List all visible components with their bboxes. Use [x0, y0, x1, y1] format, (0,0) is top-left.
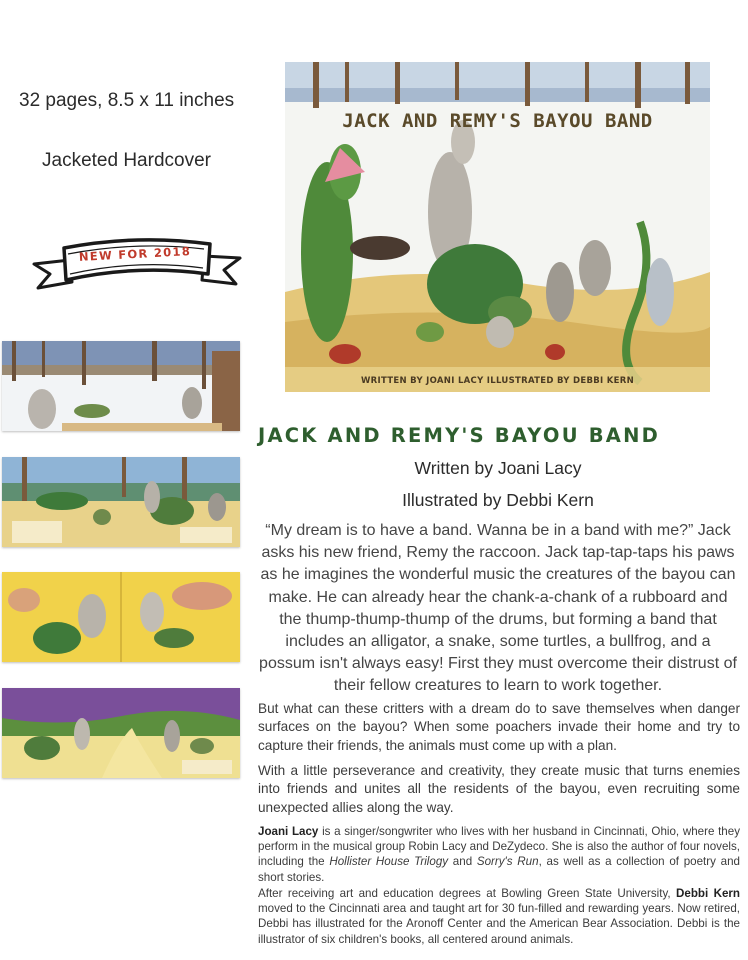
author-bio: Joani Lacy is a singer/songwriter who lives with her husband in Cincinnati, Ohio, where they perform in the musical group Robin Lacy and DeZydeco. She is also the author of four novels, including the Hollister House Trilogy and Sorry's Run, as well as a collection of poetry and short stories.: [258, 825, 740, 884]
book-title: JACK AND REMY'S BAYOU BAND: [258, 424, 660, 447]
illustrator-bio: After receiving art and education degrees at Bowling Green State University, Debbi Kern moved to the Cincinnati area and taught art for 30 fun-filled and rewarding years. Now retired, Debbi has illustrated for the Aronoff Center and the American Bear Association. Debbi is the illustrator of six children's books, all centered around animals.: [258, 887, 741, 946]
sample-spread-thumbnail: [2, 457, 240, 547]
format-spec: 32 pages, 8.5 x 11 inches: [19, 90, 235, 111]
sample-spread-thumbnail: [2, 688, 240, 778]
illustrator-name: Debbi Kern: [676, 887, 741, 900]
sample-spread-thumbnail: [2, 341, 240, 431]
book-reference: Sorry's Run: [476, 855, 539, 869]
book-reference: Hollister House Trilogy: [329, 855, 449, 869]
author-name: Joani Lacy: [258, 825, 319, 838]
description-paragraph: With a little perseverance and creativity, they create music that turns enemies into friends and unites all the residents of the bayou, even recruiting some unexpected allies along the way.: [258, 763, 740, 815]
new-ribbon-banner: [32, 234, 242, 304]
author-credit: Written by Joani Lacy: [414, 458, 582, 478]
binding-spec: Jacketed Hardcover: [42, 150, 211, 171]
cover-title: JACK AND REMY'S BAYOU BAND: [342, 110, 653, 132]
cover-credits: WRITTEN BY JOANI LACY ILLUSTRATED BY DEBBI KERN: [360, 376, 635, 386]
book-cover-image: [285, 62, 710, 392]
illustrator-credit: Illustrated by Debbi Kern: [402, 490, 594, 510]
description-quote: “My dream is to have a band. Wanna be in a band with me?” Jack asks his new friend, Remy the raccoon. Jack tap-tap-taps his paws as he imagines the wonderful music the creatures of the bayou can make. He can already hear the chank-a-chank of a rubboard and the thump-thump-thump of the drums, but forming a band that includes an alligator, a snake, some turtles, a bullfrog, and a possum isn't always easy! First they must overcome their distrust of their fellow creatures to learn to work together.: [259, 522, 737, 695]
ribbon-label: NEW FOR 2018: [78, 244, 192, 264]
sample-spread-thumbnail: [2, 572, 240, 662]
description-paragraph: But what can these critters with a dream do to save themselves when danger surfaces on the bayou? When some poachers invade their home and try to capture their friends, the animals must come up with a plan.: [258, 701, 740, 753]
